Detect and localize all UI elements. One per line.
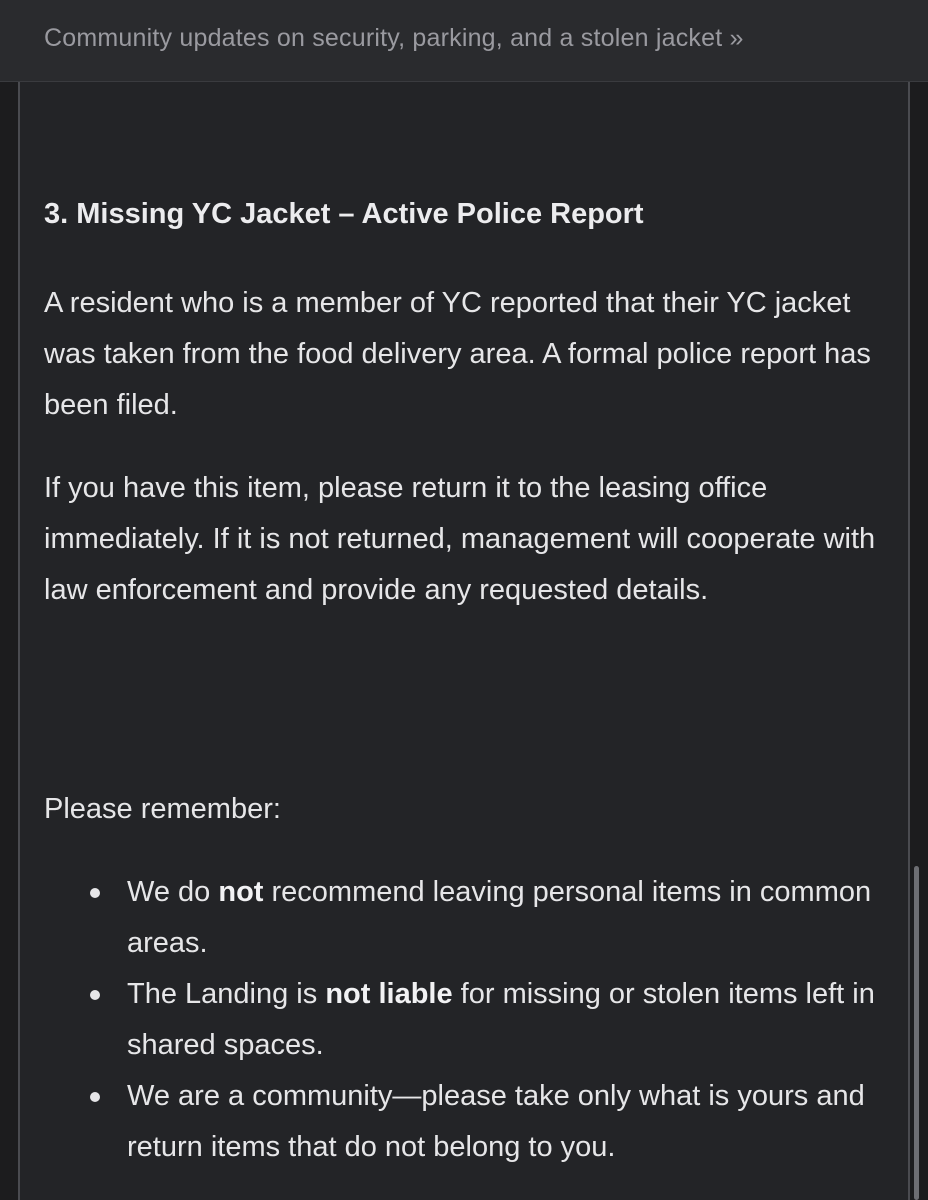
reminder-list xyxy=(0,867,928,1173)
list-item xyxy=(0,1071,928,1173)
list-item xyxy=(0,969,928,1071)
return-request-paragraph: If you have this item, please return it to the leasing office immediately. If it is not returned, management will cooperate with law enforcement and provide any requested details. xyxy=(44,472,876,606)
top-bar xyxy=(0,0,928,82)
section-heading: 3. Missing YC Jacket – Active Police Report xyxy=(44,198,644,230)
bullet-icon xyxy=(90,1092,100,1102)
list-item-text: We do not recommend leaving personal items in common areas. xyxy=(127,876,872,959)
report-paragraph: A resident who is a member of YC reported that their YC jacket was taken from the food delivery area. A formal police report has been filed. xyxy=(44,287,871,421)
list-item xyxy=(0,867,928,969)
page-title-link[interactable]: Community updates on security, parking, and a stolen jacket » xyxy=(44,24,744,52)
list-item-text: We are a community—please take only what is yours and return items that do not belong to you. xyxy=(127,1080,865,1163)
remember-label: Please remember: xyxy=(44,793,281,825)
bullet-icon xyxy=(90,888,100,898)
bullet-icon xyxy=(90,990,100,1000)
list-item-text: The Landing is not liable for missing or stolen items left in shared spaces. xyxy=(127,978,875,1061)
